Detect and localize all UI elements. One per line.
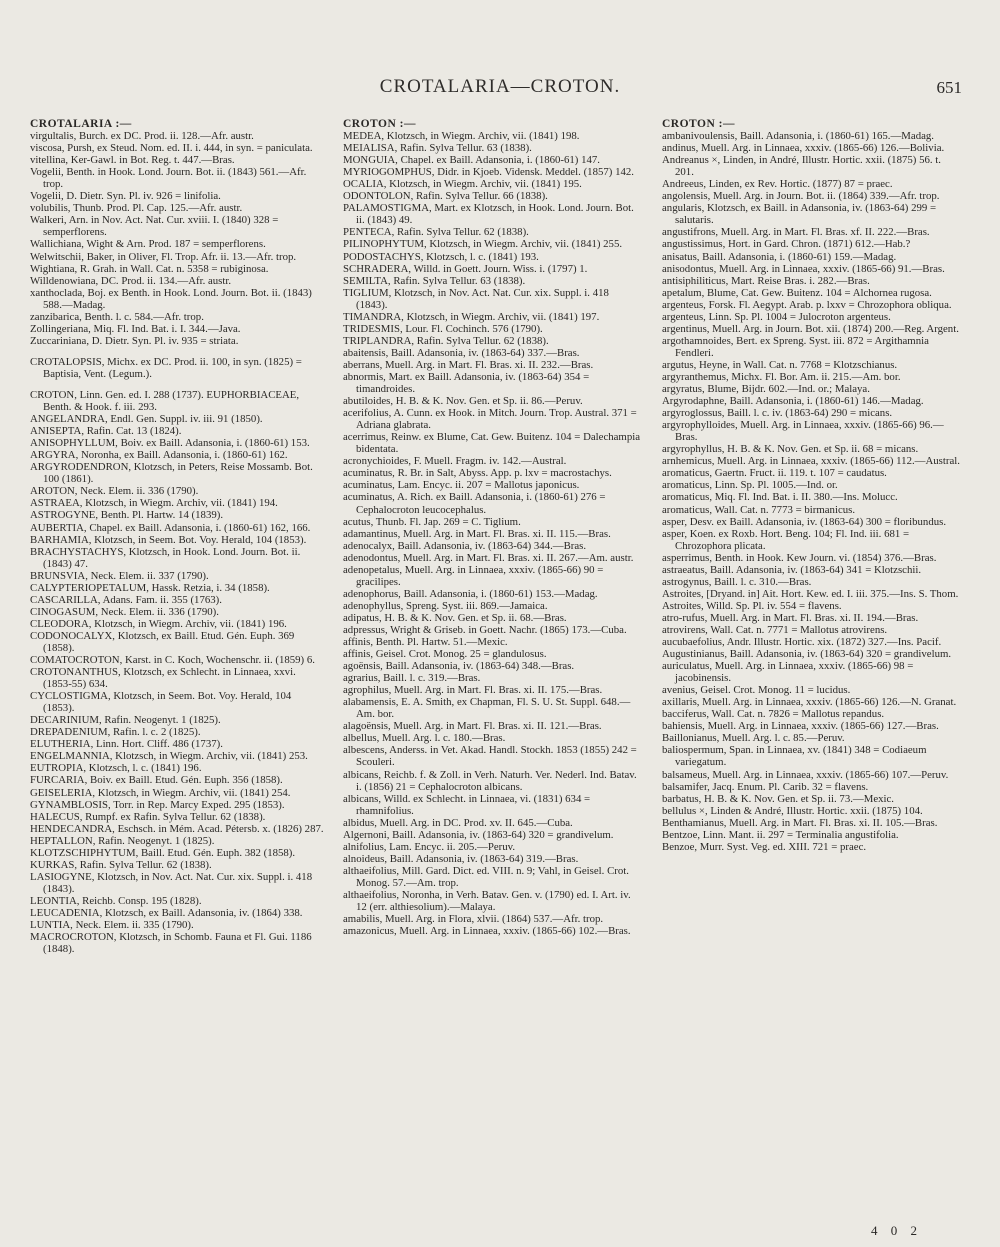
index-entry: astrogynus, Baill. l. c. 310.—Bras. (662, 575, 812, 588)
index-entry: aberrans, Muell. Arg. in Mart. Fl. Bras. xi. II. 232.—Bras. (343, 358, 594, 371)
index-entry: agoënsis, Baill. Adansonia, iv. (1863-64) 348.—Bras. (343, 660, 575, 673)
index-entry: BRUNSVIA, Neck. Elem. ii. 337 (1790). (30, 569, 209, 582)
index-entry: LUNTIA, Neck. Elem. ii. 335 (1790). (30, 919, 194, 932)
column-right (662, 118, 962, 1198)
index-entry: viscosa, Pursh, ex Steud. Nom. ed. II. i. 444, in syn. = paniculata. (30, 142, 313, 155)
index-entry: barbatus, H. B. & K. Nov. Gen. et Sp. ii. 73.—Mexic. (662, 792, 895, 805)
index-entry: HENDECANDRA, Eschsch. in Mém. Acad. Pétersb. x. (1826) 287. (30, 822, 324, 835)
index-entry: atrovirens, Wall. Cat. n. 7771 = Mallotus atrovirens. (662, 623, 888, 636)
index-entry: LEONTIA, Reichb. Consp. 195 (1828). (30, 894, 202, 907)
index-entry: acronychioides, F. Muell. Fragm. iv. 142.—Austral. (343, 455, 567, 468)
index-entry: albescens, Anderss. in Vet. Akad. Handl. Stockh. 1853 (1855) 242 = Scouleri. (343, 744, 637, 769)
index-entry: Zuccariniana, D. Dietr. Syn. Pl. iv. 935 = striata. (30, 334, 239, 347)
index-entry: abutiloides, H. B. & K. Nov. Gen. et Sp. ii. 86.—Peruv. (343, 395, 583, 408)
index-entry: atro-rufus, Muell. Arg. in Mart. Fl. Bras. xi. II. 194.—Bras. (662, 611, 919, 624)
index-entry: vitellina, Ker-Gawl. in Bot. Reg. t. 447.—Bras. (30, 154, 235, 167)
signature-mark: 4 0 2 (871, 1223, 922, 1238)
index-entry: acuminatus, R. Br. in Salt, Abyss. App. p. lxv = macrostachys. (343, 467, 612, 480)
index-entry: TRIPLANDRA, Rafin. Sylva Tellur. 62 (1838). (343, 334, 549, 347)
index-entry: argutus, Heyne, in Wall. Cat. n. 7768 = Klotzschianus. (662, 358, 898, 371)
index-entry: Vogelii, Benth. in Hook. Lond. Journ. Bot. ii. (1843) 561.—Afr. trop. (30, 166, 307, 191)
index-entry: althaeifolius, Noronha, in Verh. Batav. Gen. v. (1790) ed. I. Art. iv. 12 (err. althiesolium).—Malaya. (343, 889, 631, 914)
index-entry: alagoënsis, Muell. Arg. in Mart. Fl. Bras. xi. II. 121.—Bras. (343, 720, 602, 733)
index-entry: ASTRAEA, Klotzsch, in Wiegm. Archiv, vii. (1841) 194. (30, 497, 278, 510)
index-entry: TIMANDRA, Klotzsch, in Wiegm. Archiv, vii. (1841) 197. (343, 310, 600, 323)
index-entry: AUBERTIA, Chapel. ex Baill. Adansonia, i. (1860-61) 162, 166. (30, 521, 311, 534)
index-entry: TIGLIUM, Klotzsch, in Nov. Act. Nat. Cur. xix. Suppl. i. 418 (1843). (343, 286, 609, 311)
index-entry: acerifolius, A. Cunn. ex Hook. in Mitch. Journ. Trop. Austral. 371 = Adriana glabrata. (343, 407, 637, 432)
index-entry: adenocalyx, Baill. Adansonia, iv. (1863-64) 344.—Bras. (343, 539, 587, 552)
index-entry: asper, Desv. ex Baill. Adansonia, iv. (1863-64) 300 = floribundus. (662, 515, 947, 528)
index-entry: acuminatus, A. Rich. ex Baill. Adansonia, i. (1860-61) 276 = Cephalocroton leucocephalus. (343, 491, 606, 516)
index-entry: angustissimus, Hort. in Gard. Chron. (1871) 612.—Hab.? (662, 238, 911, 251)
index-entry: LEUCADENIA, Klotzsch, ex Baill. Adansonia, iv. (1864) 338. (30, 907, 303, 919)
index-entry: AROTON, Neck. Elem. ii. 336 (1790). (30, 485, 199, 498)
index-entry: auriculatus, Muell. Arg. in Linnaea, xxxiv. (1865-66) 98 = jacobinensis. (662, 660, 914, 685)
section-heading: CROTALARIA :— (30, 118, 132, 130)
page-title: CROTALARIA—CROTON. (379, 76, 621, 97)
index-entry: DECARINIUM, Rafin. Neogenyt. 1 (1825). (30, 714, 221, 727)
index-entry: acutus, Thunb. Fl. Jap. 269 = C. Tiglium. (343, 515, 521, 528)
index-entry: ODONTOLON, Rafin. Sylva Tellur. 66 (1838). (343, 190, 548, 203)
index-entry: arnhemicus, Muell. Arg. in Linnaea, xxxiv. (1865-66) 112.—Austral. (662, 455, 960, 468)
index-entry: BRACHYSTACHYS, Klotzsch, in Hook. Lond. Journ. Bot. ii. (1843) 47. (30, 545, 301, 570)
index-entry: DREPADENIUM, Rafin. l. c. 2 (1825). (30, 726, 201, 739)
index-entry: HEPTALLON, Rafin. Neogenyt. 1 (1825). (30, 834, 215, 847)
index-entry: Baillonianus, Muell. Arg. l. c. 85.—Peruv. (662, 732, 845, 745)
index-entry: acuminatus, Lam. Encyc. ii. 207 = Mallotus japonicus. (343, 479, 580, 492)
index-entry: Wallichiana, Wight & Arn. Prod. 187 = semperflorens. (30, 238, 266, 251)
index-entry: COMATOCROTON, Karst. in C. Koch, Wochenschr. ii. (1859) 6. (30, 654, 315, 667)
index-entry: Algernoni, Baill. Adansonia, iv. (1863-64) 320 = grandivelum. (343, 828, 614, 841)
index-entry: ANISEPTA, Rafin. Cat. 13 (1824). (30, 425, 182, 438)
index-entry: Augustinianus, Baill. Adansonia, iv. (1863-64) 320 = grandivelum. (662, 648, 952, 661)
index-entry: adpressus, Wright & Griseb. in Goett. Nachr. (1865) 173.—Cuba. (343, 623, 627, 636)
index-entry: ASTROGYNE, Benth. Pl. Hartw. 14 (1839). (30, 509, 224, 522)
index-entry: ambanivoulensis, Baill. Adansonia, i. (1860-61) 165.—Madag. (662, 130, 934, 143)
index-entry: baliospermum, Span. in Linnaea, xv. (1841) 348 = Codiaeum variegatum. (662, 744, 927, 769)
index-entry: CODONOCALYX, Klotzsch, ex Baill. Etud. Gén. Euph. 369 (1858). (30, 629, 295, 654)
index-entry: Zollingeriana, Miq. Fl. Ind. Bat. i. I. 344.—Java. (30, 322, 241, 335)
index-entry: Welwitschii, Baker, in Oliver, Fl. Trop. Afr. ii. 13.—Afr. trop. (30, 250, 297, 263)
index-entry: balsameus, Muell. Arg. in Linnaea, xxxiv. (1865-66) 107.—Peruv. (662, 768, 949, 781)
index-entry: CROTONANTHUS, Klotzsch, ex Schlecht. in Linnaea, xxvi. (1853-55) 634. (30, 666, 296, 691)
index-entry: axillaris, Muell. Arg. in Linnaea, xxxiv. (1865-66) 126.—N. Granat. (662, 696, 957, 709)
index-entry: Bentzoe, Linn. Mant. ii. 297 = Terminalia angustifolia. (662, 828, 899, 841)
index-entry: affinis, Geisel. Crot. Monog. 25 = glandulosus. (343, 648, 547, 661)
index-entry: CROTALOPSIS, Michx. ex DC. Prod. ii. 100, in syn. (1825) = Baptisia, Vent. (Legum.). (30, 355, 302, 380)
index-entry: Argyrodaphne, Baill. Adansonia, i. (1860-61) 146.—Madag. (662, 395, 924, 408)
index-entry: adenophorus, Baill. Adansonia, i. (1860-61) 153.—Madag. (343, 587, 598, 600)
index-entry: adipatus, H. B. & K. Nov. Gen. et Sp. ii. 68.—Bras. (343, 611, 567, 624)
index-entry: Benthamianus, Muell. Arg. in Mart. Fl. Bras. xi. II. 105.—Bras. (662, 816, 938, 829)
index-entry: argenteus, Forsk. Fl. Aegypt. Arab. p. lxxv = Chrozophora obliqua. (662, 298, 952, 311)
index-entry: PODOSTACHYS, Klotzsch, l. c. (1841) 193. (343, 250, 539, 263)
index-entry: virgultalis, Burch. ex DC. Prod. ii. 128.—Afr. austr. (30, 130, 254, 143)
index-entry: antisiphiliticus, Mart. Reise Bras. i. 282.—Bras. (662, 274, 870, 287)
index-entry: Benzoe, Murr. Syst. Veg. ed. XIII. 721 = praec. (662, 840, 867, 853)
index-entry: albellus, Muell. Arg. l. c. 180.—Bras. (343, 732, 506, 745)
index-entry: LASIOGYNE, Klotzsch, in Nov. Act. Nat. Cur. xix. Suppl. i. 418 (1843). (30, 870, 313, 895)
index-entry: avenius, Geisel. Crot. Monog. 11 = lucidus. (662, 684, 851, 697)
page-number: 651 (936, 78, 962, 97)
index-entry: abnormis, Mart. ex Baill. Adansonia, iv. (1863-64) 354 = timandroides. (343, 370, 590, 396)
index-entry: PENTECA, Rafin. Sylva Tellur. 62 (1838). (343, 226, 529, 239)
index-entry: alnoideus, Baill. Adansonia, iv. (1863-64) 319.—Bras. (343, 852, 579, 865)
index-entry: BARHAMIA, Klotzsch, in Seem. Bot. Voy. Herald, 104 (1853). (30, 533, 307, 546)
index-entry: argothamnoides, Bert. ex Spreng. Syst. iii. 872 = Argithamnia Fendleri. (662, 334, 929, 359)
index-entry: angolensis, Muell. Arg. in Journ. Bot. ii. (1864) 339.—Afr. trop. (662, 190, 940, 203)
index-entry: GYNAMBLOSIS, Torr. in Rep. Marcy Exped. 295 (1853). (30, 798, 285, 811)
index-entry: albicans, Reichb. f. & Zoll. in Verh. Naturh. Ver. Nederl. Ind. Batav. i. (1856) 21 = Cephalocroton albicans. (343, 768, 637, 793)
index-entry: aromaticus, Linn. Sp. Pl. 1005.—Ind. or. (662, 479, 838, 492)
index-entry: xanthoclada, Boj. ex Benth. in Hook. Lond. Journ. Bot. ii. (1843) 588.—Madag. (30, 286, 312, 311)
index-entry: abaitensis, Baill. Adansonia, iv. (1863-64) 337.—Bras. (343, 346, 580, 359)
index-entry: aucubaefolius, Andr. Illustr. Hortic. xix. (1872) 327.—Ins. Pacif. (662, 636, 942, 649)
index-entry: argyranthemus, Michx. Fl. Bor. Am. ii. 215.—Am. bor. (662, 370, 901, 383)
index-entry: Wightiana, R. Grah. in Wall. Cat. n. 5358 = rubiginosa. (30, 262, 269, 275)
index-entry: MACROCROTON, Klotzsch, in Schomb. Fauna et Fl. Gui. 1186 (1848). (30, 931, 312, 956)
index-entry: CYCLOSTIGMA, Klotzsch, in Seem. Bot. Voy. Herald, 104 (1853). (30, 690, 292, 715)
index-entry: TRIDESMIS, Lour. Fl. Cochinch. 576 (1790). (343, 322, 543, 335)
index-entry: MEDEA, Klotzsch, in Wiegm. Archiv, vii. (1841) 198. (343, 130, 580, 143)
index-entry: argentinus, Muell. Arg. in Journ. Bot. xii. (1874) 200.—Reg. Argent. (662, 322, 959, 335)
index-entry: argenteus, Linn. Sp. Pl. 1004 = Julocroton argenteus. (662, 310, 891, 323)
index-entry: CLEODORA, Klotzsch, in Wiegm. Archiv, vii. (1841) 196. (30, 617, 287, 630)
index-entry: anisatus, Baill. Adansonia, i. (1860-61) 159.—Madag. (662, 250, 897, 263)
index-entry: alnifolius, Lam. Encyc. ii. 205.—Peruv. (343, 840, 516, 853)
index-entry: ENGELMANNIA, Klotzsch, in Wiegm. Archiv, vii. (1841) 253. (30, 750, 308, 763)
index-entry: aromaticus, Wall. Cat. n. 7773 = birmanicus. (662, 503, 856, 516)
index-entry: Astroites, Willd. Sp. Pl. iv. 554 = flavens. (662, 599, 842, 612)
index-entry: argyratus, Blume, Bijdr. 602.—Ind. or.; Malaya. (662, 383, 870, 396)
index-entry: amabilis, Muell. Arg. in Flora, xlvii. (1864) 537.—Afr. trop. (343, 913, 604, 926)
section-heading: CROTON :— (343, 118, 416, 130)
index-entry: FURCARIA, Boiv. ex Baill. Etud. Gén. Euph. 356 (1858). (30, 774, 283, 787)
index-entry: asper, Koen. ex Roxb. Hort. Beng. 104; Fl. Ind. iii. 681 = Chrozophora plicata. (662, 527, 910, 552)
index-entry: adamantinus, Muell. Arg. in Mart. Fl. Bras. xi. II. 115.—Bras. (343, 527, 611, 540)
index-entry: OCALIA, Klotzsch, in Wiegm. Archiv, vii. (1841) 195. (343, 178, 582, 191)
index-entry: MYRIOGOMPHUS, Didr. in Kjoeb. Vidensk. Meddel. (1857) 142. (343, 166, 634, 179)
index-entry: amazonicus, Muell. Arg. in Linnaea, xxxiv. (1865-66) 102.—Bras. (343, 925, 631, 938)
index-entry: CALYPTERIOPETALUM, Hassk. Retzia, i. 34 (1858). (30, 581, 270, 594)
index-entry: ANGELANDRA, Endl. Gen. Suppl. iv. iii. 91 (1850). (30, 413, 263, 426)
index-entry: volubilis, Thunb. Prod. Pl. Cap. 125.—Afr. austr. (30, 202, 243, 215)
index-entry: adenophyllus, Spreng. Syst. iii. 869.—Jamaica. (343, 599, 548, 612)
index-entry: GEISELERIA, Klotzsch, in Wiegm. Archiv, vii. (1841) 254. (30, 786, 291, 799)
index-entry: CASCARILLA, Adans. Fam. ii. 355 (1763). (30, 593, 222, 606)
index-entry: alabamensis, E. A. Smith, ex Chapman, Fl. S. U. St. Suppl. 648.—Am. bor. (343, 696, 631, 721)
index-entry: PALAMOSTIGMA, Mart. ex Klotzsch, in Hook. Lond. Journ. Bot. ii. (1843) 49. (343, 202, 634, 227)
index-entry: Andreanus ×, Linden, in André, Illustr. Hortic. xxii. (1875) 56. t. 201. (662, 154, 941, 179)
index-entry: MEIALISA, Rafin. Sylva Tellur. 63 (1838). (343, 142, 532, 155)
index-entry: Astroites, [Dryand. in] Ait. Hort. Kew. ed. I. iii. 375.—Ins. S. Thom. (662, 587, 959, 600)
index-entry: Walkeri, Arn. in Nov. Act. Nat. Cur. xviii. I. (1840) 328 = semperflorens. (30, 214, 279, 239)
index-entry: SCHRADERA, Willd. in Goett. Journ. Wiss. i. (1797) 1. (343, 262, 588, 275)
index-entry: MONGUIA, Chapel. ex Baill. Adansonia, i. (1860-61) 147. (343, 154, 600, 167)
index-entry: adenopetalus, Muell. Arg. in Linnaea, xxxiv. (1865-66) 90 = gracilipes. (343, 563, 604, 588)
index-entry: argyroglossus, Baill. l. c. iv. (1863-64) 290 = micans. (662, 407, 893, 420)
index-entry: angustifrons, Muell. Arg. in Mart. Fl. Bras. xf. II. 222.—Bras. (662, 226, 930, 239)
index-entry: HALECUS, Rumpf. ex Rafin. Sylva Tellur. 62 (1838). (30, 810, 266, 823)
index-entry: EUTROPIA, Klotzsch, l. c. (1841) 196. (30, 762, 202, 775)
index-entry: balsamifer, Jacq. Enum. Pl. Carib. 32 = flavens. (662, 780, 869, 793)
index-entry: ARGYRODENDRON, Klotzsch, in Peters, Reise Mossamb. Bot. 100 (1861). (30, 461, 313, 486)
index-entry: KURKAS, Rafin. Sylva Tellur. 62 (1838). (30, 858, 212, 871)
index-entry: ANISOPHYLLUM, Boiv. ex Baill. Adansonia, i. (1860-61) 153. (30, 437, 310, 450)
index-entry: asperrimus, Benth. in Hook. Kew Journ. vi. (1854) 376.—Bras. (662, 551, 937, 564)
index-entry: bellulus ×, Linden & André, Illustr. Hortic. xxii. (1875) 104. (662, 804, 923, 817)
index-entry: astraeatus, Baill. Adansonia, iv. (1863-64) 341 = Klotzschii. (662, 563, 922, 576)
index-entry: albidus, Muell. Arg. in DC. Prod. xv. II. 645.—Cuba. (343, 816, 573, 829)
index-entry: bahiensis, Muell. Arg. in Linnaea, xxxiv. (1865-66) 127.—Bras. (662, 720, 939, 733)
index-entry: zanzibarica, Benth. l. c. 584.—Afr. trop. (30, 310, 204, 323)
index-entry: althaeifolius, Mill. Gard. Dict. ed. VIII. n. 9; Vahl, in Geisel. Crot. Monog. 57.—Am. trop. (343, 864, 629, 889)
index-entry: agrarius, Baill. l. c. 319.—Bras. (343, 672, 481, 685)
index-entry: apetalum, Blume, Cat. Gew. Buitenz. 104 = Alchornea rugosa. (662, 286, 932, 299)
index-entry: Willdenowiana, DC. Prod. ii. 134.—Afr. austr. (30, 274, 232, 287)
index-entry: Andreeus, Linden, ex Rev. Hortic. (1877) 87 = praec. (662, 178, 893, 191)
index-entry: aromaticus, Gaertn. Fruct. ii. 119. t. 107 = caudatus. (662, 467, 887, 480)
index-entry: angularis, Klotzsch, ex Baill. in Adansonia, iv. (1863-64) 299 = salutaris. (662, 202, 937, 227)
index-entry: argyrophylloides, Muell. Arg. in Linnaea, xxxiv. (1865-66) 96.—Bras. (662, 419, 944, 444)
index-entry: affinis, Benth. Pl. Hartw. 51.—Mexic. (343, 636, 508, 649)
index-entry: ARGYRA, Noronha, ex Baill. Adansonia, i. (1860-61) 162. (30, 449, 288, 462)
index-entry: adenodontus, Muell. Arg. in Mart. Fl. Bras. xi. II. 267.—Am. austr. (343, 551, 634, 564)
index-entry: acerrimus, Reinw. ex Blume, Cat. Gew. Buitenz. 104 = Dalechampia bidentata. (343, 431, 641, 456)
index-entry: KLOTZSCHIPHYTUM, Baill. Etud. Gén. Euph. 382 (1858). (30, 846, 296, 859)
column-left (30, 118, 325, 1198)
index-entry: ELUTHERIA, Linn. Hort. Cliff. 486 (1737). (30, 738, 223, 751)
index-entry: CROTON, Linn. Gen. ed. I. 288 (1737). EUPHORBIACEAE, Benth. & Hook. f. iii. 293. (30, 388, 300, 414)
index-entry: SEMILTA, Rafin. Sylva Tellur. 63 (1838). (343, 274, 526, 287)
index-entry: CINOGASUM, Neck. Elem. ii. 336 (1790). (30, 605, 219, 618)
index-entry: PILINOPHYTUM, Klotzsch, in Wiegm. Archiv, vii. (1841) 255. (343, 238, 623, 251)
index-entry: agrophilus, Muell. Arg. in Mart. Fl. Bras. xi. II. 175.—Bras. (343, 684, 603, 697)
section-heading: CROTON :— (662, 118, 735, 130)
index-entry: albicans, Willd. ex Schlecht. in Linnaea, vi. (1831) 634 = rhamnifolius. (343, 792, 591, 817)
index-entry: andinus, Muell. Arg. in Linnaea, xxxiv. (1865-66) 126.—Bolivia. (662, 142, 945, 155)
index-entry: Vogelii, D. Dietr. Syn. Pl. iv. 926 = linifolia. (30, 190, 221, 203)
index-entry: bacciferus, Wall. Cat. n. 7826 = Mallotus repandus. (662, 708, 885, 721)
column-middle (343, 118, 643, 1198)
index-entry: anisodontus, Muell. Arg. in Linnaea, xxxiv. (1865-66) 91.—Bras. (662, 262, 945, 275)
index-entry: argyrophyllus, H. B. & K. Nov. Gen. et Sp. ii. 68 = micans. (662, 443, 919, 456)
index-entry: aromaticus, Miq. Fl. Ind. Bat. i. II. 380.—Ins. Molucc. (662, 491, 898, 504)
